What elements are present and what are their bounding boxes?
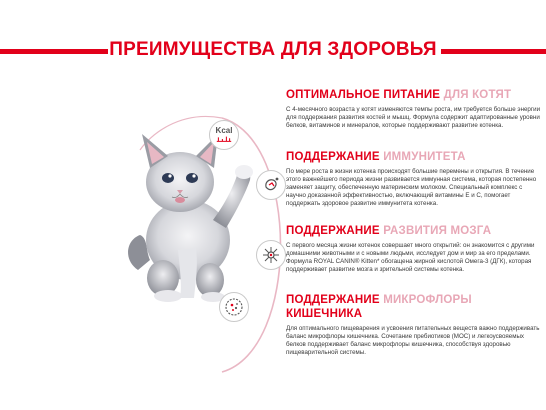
section-immunity-title-pink: ИММУНИТЕТА	[383, 151, 466, 163]
section-microflora-title	[286, 293, 542, 321]
section-microflora-title-red: ПОДДЕРЖАНИЕ	[286, 294, 380, 306]
section-microflora	[286, 293, 542, 357]
section-nutrition-title-red: ОПТИМАЛЬНОЕ ПИТАНИЕ	[286, 89, 441, 101]
page-title: ПРЕИМУЩЕСТВА ДЛЯ ЗДОРОВЬЯ	[109, 39, 437, 60]
immunity-shield-icon	[256, 170, 286, 200]
section-microflora-title-pink: МИКРОФЛОРЫ	[383, 294, 472, 306]
section-microflora-title-red2: КИШЕЧНИКА	[286, 308, 363, 320]
section-nutrition-title-pink: ДЛЯ КОТЯТ	[443, 89, 512, 101]
section-brain-title-pink: РАЗВИТИЯ МОЗГА	[383, 225, 492, 237]
section-immunity-title-red: ПОДДЕРЖАНИЕ	[286, 151, 380, 163]
section-brain-title-red: ПОДДЕРЖАНИЕ	[286, 225, 380, 237]
section-microflora-text: Для оптимального пищеварения и усвоения питательных веществ важно поддерживать баланс микрофлоры кишечника. Сочетание пребиотиков (МОС) и легкоусвояемых белков поддерживает баланс микрофлоры кишечника, способствуя здоровью пищеварительной системы.	[286, 325, 540, 357]
neuron-graphic	[260, 244, 282, 266]
section-immunity-text: По мере роста в жизни котенка происходят большие перемены и открытия. В течение этого важнейшего периода жизни развивается иммунная система, которая постепенно заменяет защиту, обеспеченную материнским молоком. Специальный комплекс с научно доказанной эффективностью, включающий витамины Е и С, помогает поддержать здоровое развитие иммунитета котенка.	[286, 168, 537, 208]
section-immunity-title	[286, 150, 542, 164]
section-nutrition-title	[286, 88, 542, 102]
section-nutrition-text: С 4-месячного возраста у котят изменяются темпы роста, им требуется больше энергии для поддержания развития костей и мышц. Формула содержит адаптированные уровни белков, витаминов и минералов, которые поддерживают развитие котенка.	[286, 106, 541, 130]
microflora-icon	[219, 292, 249, 322]
brain-neuron-icon	[256, 240, 286, 270]
kitten-image	[118, 120, 268, 305]
microflora-graphic	[223, 296, 245, 318]
scale-graphic	[215, 135, 233, 143]
kcal-scale-icon	[209, 120, 239, 150]
kcal-label: Kcal	[215, 126, 233, 135]
section-brain-title	[286, 224, 542, 238]
section-nutrition	[286, 88, 542, 130]
section-immunity	[286, 150, 542, 208]
section-brain	[286, 224, 542, 274]
section-brain-text: С первого месяца жизни котенок совершает много открытий: он знакомится с другими домашними животными и с новыми людьми, исследует дом и мир за его пределами. Формула ROYAL CANIN® Kitten* обогащена жирной кислотой Омега-3 (ДГК), которая поддерживает развитие мозга и зрительной системы котенка.	[286, 242, 535, 274]
shield-graphic	[260, 174, 282, 196]
